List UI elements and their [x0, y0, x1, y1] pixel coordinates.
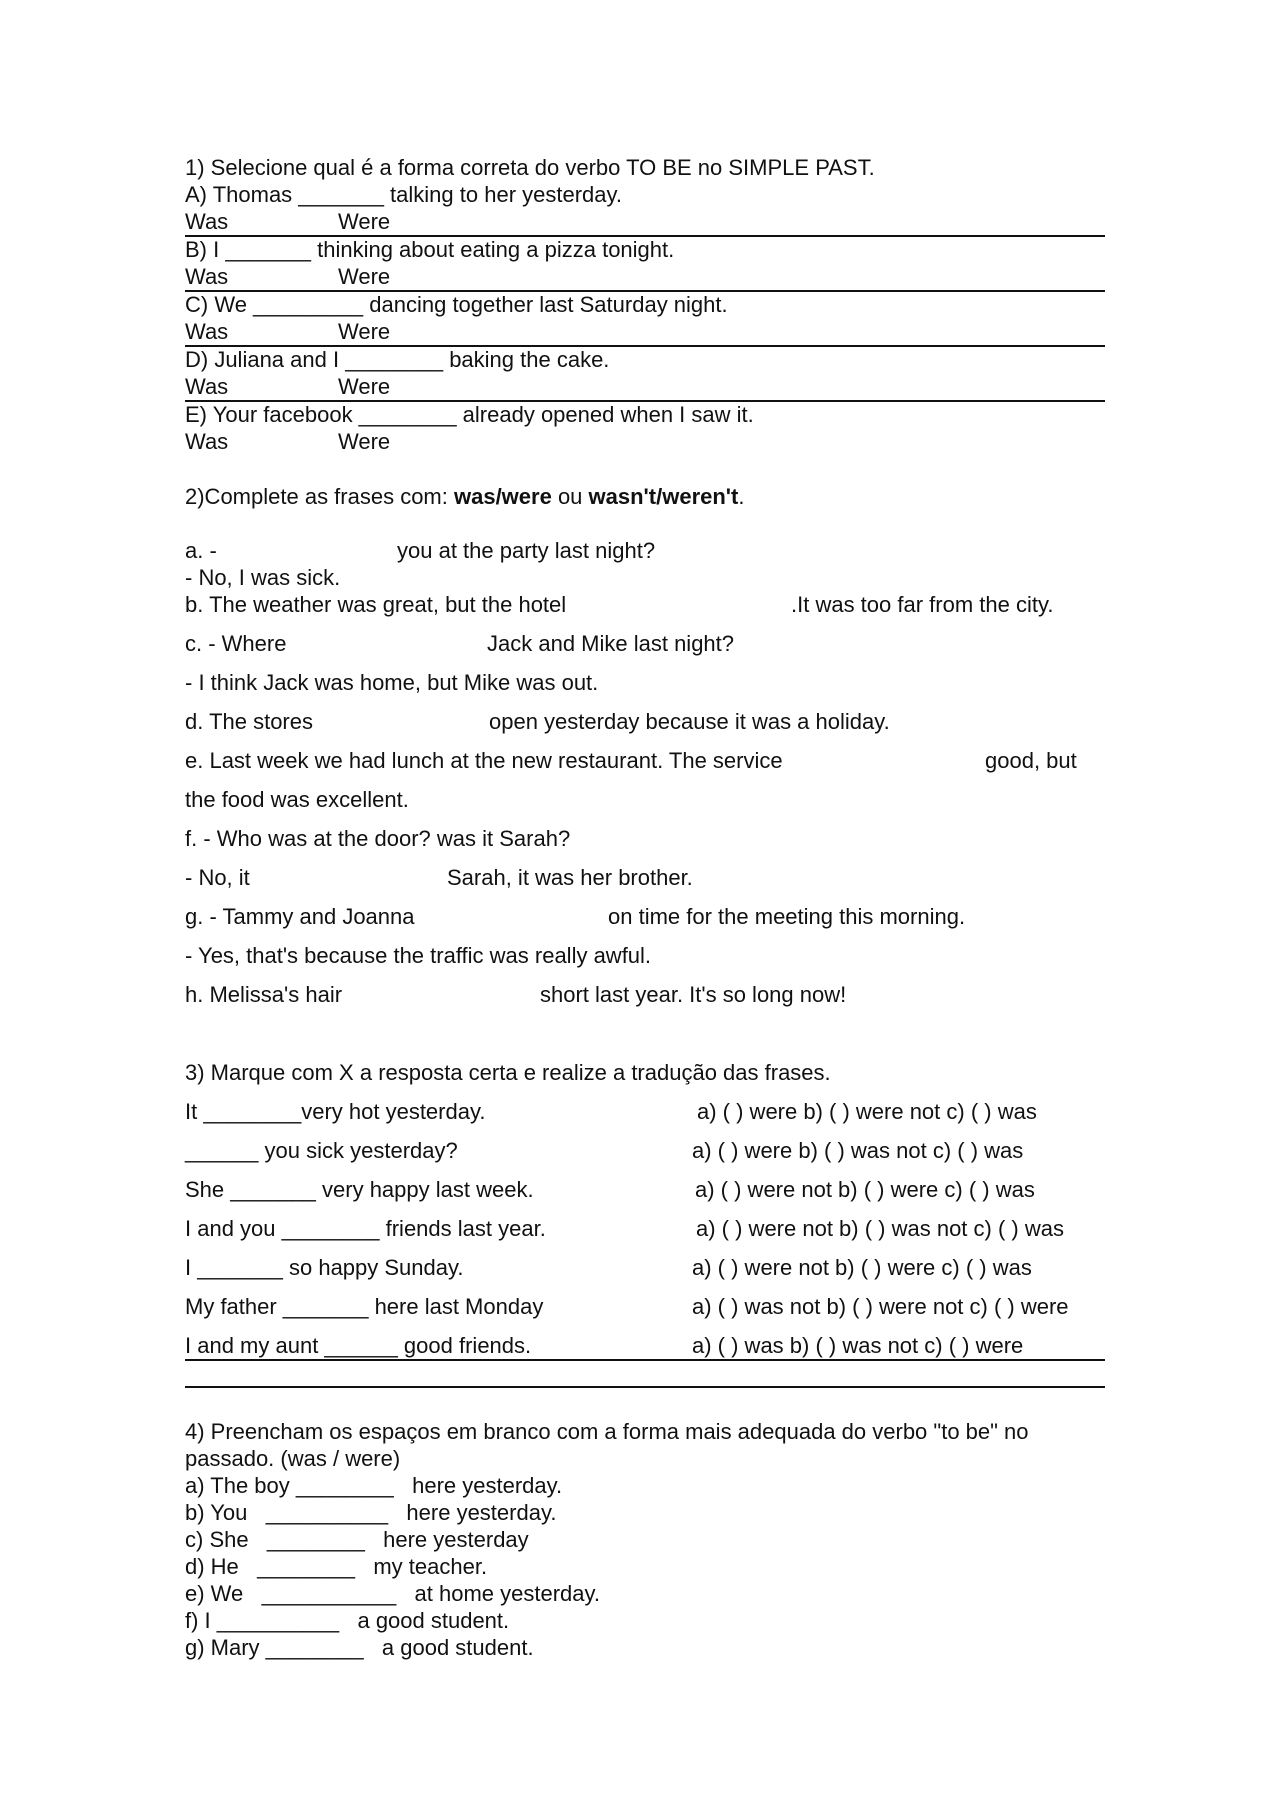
s2-line-g-rest: on time for the meeting this morning.: [608, 904, 966, 929]
s1-item-d-opt2: Were: [338, 374, 391, 399]
s4-item-c: c) She ________ here yesterday: [185, 1527, 529, 1552]
s1-item-d: D) Juliana and I ________ baking the cake.: [185, 347, 610, 372]
section1-heading: 1) Selecione qual é a forma correta do verbo TO BE no SIMPLE PAST.: [185, 155, 875, 180]
s3-item-2: ______ you sick yesterday?: [185, 1138, 458, 1163]
s3-item-2-options: a) ( ) were b) ( ) was not c) ( ) was: [692, 1138, 1024, 1163]
s2-line-c-rest: Jack and Mike last night?: [487, 631, 735, 656]
s2-line-g-answer: - Yes, that's because the traffic was really awful.: [185, 943, 652, 968]
s2-line-e-cont: the food was excellent.: [185, 787, 409, 812]
s4-item-a: a) The boy ________ here yesterday.: [185, 1473, 563, 1498]
s3-item-1-options: a) ( ) were b) ( ) were not c) ( ) was: [697, 1099, 1037, 1124]
s3-item-6-options: a) ( ) was not b) ( ) were not c) ( ) were: [692, 1294, 1069, 1319]
divider: [185, 1359, 1105, 1361]
s3-item-3-options: a) ( ) were not b) ( ) were c) ( ) was: [695, 1177, 1035, 1202]
s3-item-6: My father _______ here last Monday: [185, 1294, 544, 1319]
s4-item-d: d) He ________ my teacher.: [185, 1554, 488, 1579]
s4-item-g: g) Mary ________ a good student.: [185, 1635, 534, 1660]
s3-item-1: It ________very hot yesterday.: [185, 1099, 486, 1124]
s2-line-c-answer: - I think Jack was home, but Mike was out.: [185, 670, 599, 695]
s2-line-f: f. - Who was at the door? was it Sarah?: [185, 826, 571, 851]
s3-item-7-options: a) ( ) was b) ( ) was not c) ( ) were: [692, 1333, 1024, 1358]
section2-heading: 2)Complete as frases com: was/were ou wasn't/weren't.: [185, 484, 745, 509]
s1-item-a-opt2: Were: [338, 209, 391, 234]
s1-item-b-opt2: Were: [338, 264, 391, 289]
s3-item-4-options: a) ( ) were not b) ( ) was not c) ( ) was: [696, 1216, 1064, 1241]
s3-item-5: I _______ so happy Sunday.: [185, 1255, 464, 1280]
s1-item-e: E) Your facebook ________ already opened when I saw it.: [185, 402, 754, 427]
s2-line-d: d. The stores: [185, 709, 313, 734]
s2-line-a-rest: you at the party last night?: [397, 538, 656, 563]
s3-item-3: She _______ very happy last week.: [185, 1177, 534, 1202]
s3-item-7: I and my aunt ______ good friends.: [185, 1333, 532, 1358]
s2-line-e: e. Last week we had lunch at the new restaurant. The service: [185, 748, 783, 773]
s1-item-e-opt1: Was: [185, 429, 229, 454]
s3-item-5-options: a) ( ) were not b) ( ) were c) ( ) was: [692, 1255, 1032, 1280]
s2-line-h: h. Melissa's hair: [185, 982, 343, 1007]
s1-item-b: B) I _______ thinking about eating a pizza tonight.: [185, 237, 675, 262]
s1-item-e-opt2: Were: [338, 429, 391, 454]
s2-line-b-rest: .It was too far from the city.: [791, 592, 1054, 617]
s1-item-a: A) Thomas _______ talking to her yesterday.: [185, 182, 622, 207]
s4-item-f: f) I __________ a good student.: [185, 1608, 510, 1633]
s1-item-b-opt1: Was: [185, 264, 229, 289]
divider: [185, 1386, 1105, 1388]
section4-heading-line2: passado. (was / were): [185, 1446, 401, 1471]
s4-item-b: b) You __________ here yesterday.: [185, 1500, 557, 1525]
s2-line-d-rest: open yesterday because it was a holiday.: [489, 709, 890, 734]
section3-heading: 3) Marque com X a resposta certa e realize a tradução das frases.: [185, 1060, 831, 1085]
s1-item-c-opt2: Were: [338, 319, 391, 344]
s1-item-c: C) We _________ dancing together last Saturday night.: [185, 292, 728, 317]
s2-line-a: a. -: [185, 538, 217, 563]
s2-line-h-rest: short last year. It's so long now!: [540, 982, 847, 1007]
s1-item-a-opt1: Was: [185, 209, 229, 234]
s1-item-c-opt1: Was: [185, 319, 229, 344]
s2-line-f-answer-rest: Sarah, it was her brother.: [447, 865, 693, 890]
s1-item-d-opt1: Was: [185, 374, 229, 399]
s2-line-g: g. - Tammy and Joanna: [185, 904, 415, 929]
s2-line-a-answer: - No, I was sick.: [185, 565, 341, 590]
s2-line-b: b. The weather was great, but the hotel: [185, 592, 567, 617]
s2-line-f-answer: - No, it: [185, 865, 250, 890]
s3-item-4: I and you ________ friends last year.: [185, 1216, 546, 1241]
s4-item-e: e) We ___________ at home yesterday.: [185, 1581, 601, 1606]
s2-line-c: c. - Where: [185, 631, 287, 656]
section4-heading-line1: 4) Preencham os espaços em branco com a forma mais adequada do verbo "to be" no: [185, 1419, 1029, 1444]
s2-line-e-rest: good, but: [985, 748, 1077, 773]
